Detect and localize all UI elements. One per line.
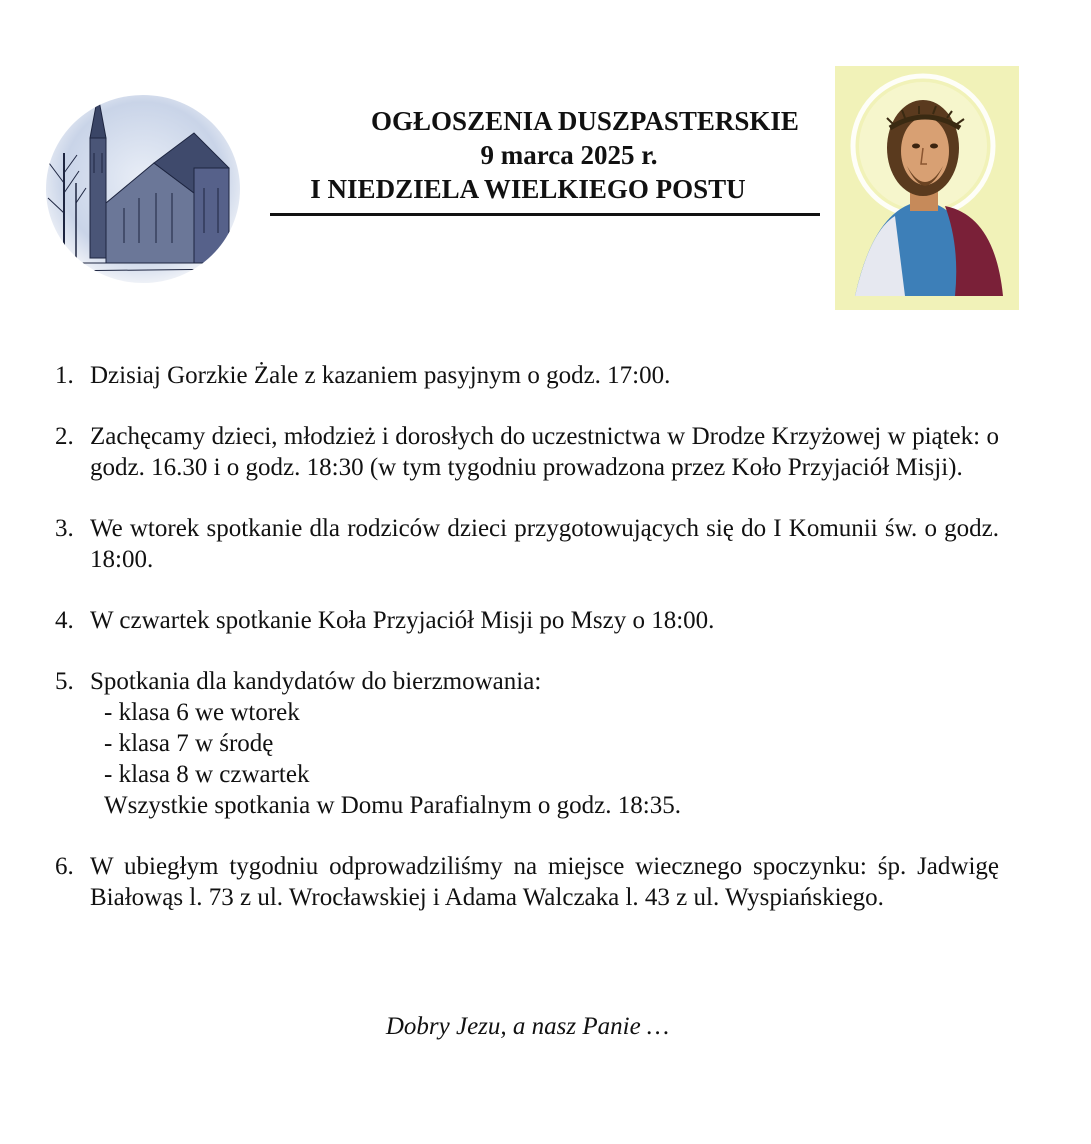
sub-note: Wszystkie spotkania w Domu Parafialnym o godz. 18:35.: [104, 792, 681, 819]
item-text: Zachęcamy dzieci, młodzież i dorosłych do uczestnictwa w Drodze Krzyżowej w piątek: o godz. 16.30 i o godz. 18:30 (w tym tygodniu prowadzona przez Koło Przyjaciół Misji).: [90, 423, 999, 481]
header-divider: [270, 213, 820, 216]
item-number: 6.: [55, 853, 74, 880]
sub-item: - klasa 7 w środę: [104, 730, 274, 757]
list-item: [55, 605, 999, 636]
list-item: [55, 421, 999, 483]
item-number: 3.: [55, 515, 74, 542]
closing-line: Dobry Jezu, a nasz Panie …: [385, 1013, 670, 1040]
confirmation-schedule: [90, 697, 999, 821]
list-item: [55, 513, 999, 575]
announcement-header: [260, 104, 830, 206]
list-item: [55, 666, 999, 821]
item-number: 1.: [55, 362, 74, 389]
sub-item: - klasa 8 w czwartek: [104, 761, 310, 788]
list-item: [55, 360, 999, 391]
item-text: We wtorek spotkanie dla rodziców dzieci przygotowujących się do I Komunii św. o godz. 18:00.: [90, 515, 999, 573]
jesus-painting: [835, 66, 1019, 310]
announcements-list: [55, 360, 999, 913]
item-number: 2.: [55, 423, 74, 450]
item-number: 4.: [55, 607, 74, 634]
date-line: 9 marca 2025 r.: [480, 140, 658, 170]
item-text: W ubiegłym tygodniu odprowadziliśmy na miejsce wiecznego spoczynku: śp. Jadwigę Białowąs l. 73 z ul. Wrocławskiej i Adama Walczaka l. 43 z ul. Wyspiańskiego.: [90, 853, 999, 911]
item-text: W czwartek spotkanie Koła Przyjaciół Misji po Mszy o 18:00.: [90, 607, 715, 634]
item-text: Spotkania dla kandydatów do bierzmowania:: [90, 668, 542, 695]
church-illustration: [44, 93, 242, 285]
page-title: OGŁOSZENIA DUSZPASTERSKIE: [371, 106, 799, 136]
item-text: Dzisiaj Gorzkie Żale z kazaniem pasyjnym o godz. 17:00.: [90, 362, 671, 389]
list-item: [55, 851, 999, 913]
item-number: 5.: [55, 668, 74, 695]
sub-item: - klasa 6 we wtorek: [104, 699, 300, 726]
liturgical-day: I NIEDZIELA WIELKIEGO POSTU: [310, 174, 746, 204]
